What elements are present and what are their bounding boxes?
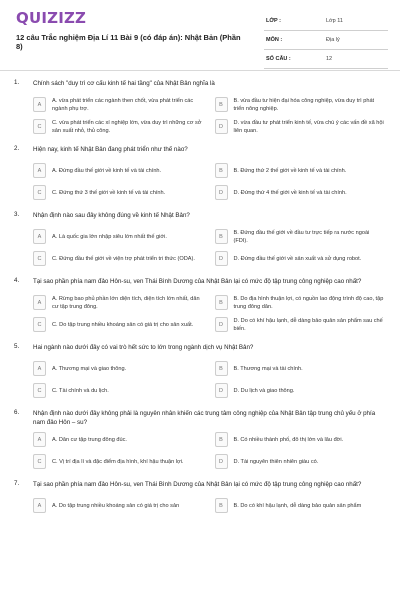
option-letter-box[interactable]: B <box>215 432 228 447</box>
question-number: 5. <box>14 343 20 350</box>
answer-option[interactable] <box>33 162 203 179</box>
answer-option[interactable] <box>33 294 203 311</box>
question-text: Tại sao phần phía nam đảo Hôn-su, ven Thái Bình Dương của Nhật Bản lại có mức độ tập trung công nghiệp cao nhất? <box>33 278 362 285</box>
answer-option[interactable] <box>33 360 203 377</box>
question-text: Hiện nay, kinh tế Nhật Bản đang phát triển như thế nào? <box>33 146 188 153</box>
question-item <box>0 144 400 201</box>
option-text: D. Đứng thứ 4 thế giới về kinh tế và tài chính. <box>233 189 347 196</box>
option-letter-box[interactable]: D <box>215 251 228 266</box>
option-letter-box[interactable]: C <box>33 119 46 134</box>
answer-option[interactable] <box>33 316 203 333</box>
answer-options <box>33 497 384 514</box>
option-letter-box[interactable]: A <box>33 163 46 178</box>
worksheet-header <box>0 0 400 71</box>
option-letter-box[interactable]: A <box>33 432 46 447</box>
question-header <box>14 479 384 493</box>
option-letter-box[interactable]: C <box>33 383 46 398</box>
answer-options <box>33 360 384 399</box>
option-letter-box[interactable]: C <box>33 251 46 266</box>
option-letter-box[interactable]: A <box>33 498 46 513</box>
answer-option[interactable] <box>33 228 203 245</box>
question-text: Chính sách "duy trì cơ cấu kinh tế hai tầng" của Nhật Bản nghĩa là <box>33 80 215 87</box>
meta-row-count <box>264 50 388 69</box>
answer-option[interactable] <box>33 382 203 399</box>
option-text: C. Tài chính và du lịch. <box>52 387 109 394</box>
option-text: B. Do địa hình thuận lợi, có nguồn lao động trình độ cao, tập trung đông dân. <box>233 295 384 310</box>
question-item <box>0 408 400 470</box>
option-text: A. Rừng bao phủ phần lớn diện tích, diện tích lớn nhất, dân cư tập trung đông. <box>52 295 200 310</box>
quizizz-logo[interactable]: QUIZIZZ <box>16 9 87 27</box>
option-text: D. Tài nguyên thiên nhiên giàu có. <box>233 458 319 465</box>
worksheet-meta <box>264 12 388 69</box>
answer-options <box>33 431 384 470</box>
answer-option[interactable] <box>33 453 203 470</box>
meta-value: 12 <box>326 56 333 62</box>
option-text: A. Thương mại và giao thông. <box>52 365 127 372</box>
question-header <box>14 210 384 224</box>
option-letter-box[interactable]: D <box>215 119 228 134</box>
option-letter-box[interactable]: B <box>215 498 228 513</box>
answer-options <box>33 294 384 333</box>
question-number: 2. <box>14 145 20 152</box>
answer-option[interactable] <box>215 184 385 201</box>
option-letter-box[interactable]: C <box>33 185 46 200</box>
worksheet-title: 12 câu Trắc nghiệm Địa Lí 11 Bài 9 (có đáp án): Nhật Bản (Phần 8) <box>16 33 241 51</box>
answer-option[interactable] <box>33 250 203 267</box>
question-header <box>14 342 384 356</box>
meta-value: Lớp 11 <box>326 18 343 24</box>
option-text: B. Đứng thứ 2 thế giới về kinh tế và tài chính. <box>233 167 347 174</box>
option-letter-box[interactable]: A <box>33 97 46 112</box>
option-text: A. Là quốc gia lớn nhập siêu lớn nhất thế giới. <box>52 233 167 240</box>
answer-option[interactable] <box>33 96 203 113</box>
answer-option[interactable] <box>215 360 385 377</box>
answer-option[interactable] <box>215 453 385 470</box>
answer-options <box>33 96 384 135</box>
option-letter-box[interactable]: D <box>215 454 228 469</box>
meta-label: MÔN : <box>266 37 283 43</box>
answer-option[interactable] <box>215 96 385 113</box>
option-text: A. vừa phát triển các ngành then chốt, vừa phát triển các ngành phụ trợ. <box>52 97 194 112</box>
answer-option[interactable] <box>215 162 385 179</box>
question-number: 4. <box>14 277 20 284</box>
answer-option[interactable] <box>33 118 203 135</box>
answer-option[interactable] <box>33 431 203 448</box>
option-letter-box[interactable]: D <box>215 317 228 332</box>
question-list <box>0 78 400 523</box>
option-letter-box[interactable]: B <box>215 163 228 178</box>
answer-option[interactable] <box>215 431 385 448</box>
answer-option[interactable] <box>33 497 203 514</box>
option-text: D. Do có khí hậu lạnh, dễ dàng bảo quản sản phẩm sau chế biến. <box>233 317 383 332</box>
answer-option[interactable] <box>215 382 385 399</box>
option-text: C. vừa phát triển các xí nghiệp lớn, vừa duy trì những cơ sở sản xuất nhỏ, thủ công. <box>52 119 202 134</box>
question-text: Tại sao phần phía nam đảo Hôn-su, ven Thái Bình Dương của Nhật Bản lại có mức độ tập trung công nghiệp cao nhất? <box>33 481 362 488</box>
question-item <box>0 78 400 135</box>
question-number: 6. <box>14 409 20 416</box>
option-text: C. Vị trí địa lí và đặc điểm địa hình, khí hậu thuận lợi. <box>52 458 184 465</box>
option-letter-box[interactable]: A <box>33 229 46 244</box>
question-item <box>0 342 400 399</box>
option-text: B. vừa đầu tư hiện đại hóa công nghiệp, vừa duy trì phát triển nông nghiệp. <box>233 97 375 112</box>
option-letter-box[interactable]: A <box>33 361 46 376</box>
meta-label: SỐ CÂU : <box>266 56 291 62</box>
question-item <box>0 276 400 333</box>
option-text: D. Du lịch và giao thông. <box>233 387 295 394</box>
question-text: Hai ngành nào dưới đây có vai trò hết sức to lớn trong ngành dịch vụ Nhật Bản? <box>33 344 254 351</box>
answer-option[interactable] <box>33 184 203 201</box>
answer-option[interactable] <box>215 228 385 245</box>
option-text: C. Đứng thứ 3 thế giới về kinh tế và tài chính. <box>52 189 166 196</box>
question-header <box>14 408 384 427</box>
option-text: D. vừa đầu tư phát triển kinh tế, vừa chú ý các vấn đề xã hội liên quan. <box>233 119 384 134</box>
meta-label: LỚP : <box>266 18 281 24</box>
question-number: 1. <box>14 79 20 86</box>
question-text: Nhận định nào dưới đây không phải là nguyên nhân khiến các trung tâm công nghiệp của Nhật Bản tập trung chủ yếu ở phía nam đảo Hôn – su? <box>33 410 376 426</box>
answer-option[interactable] <box>215 250 385 267</box>
option-text: B. Thương mại và tài chính. <box>233 365 303 372</box>
question-header <box>14 276 384 290</box>
answer-option[interactable] <box>215 316 385 333</box>
answer-options <box>33 162 384 201</box>
answer-option[interactable] <box>215 497 385 514</box>
meta-row-subject <box>264 31 388 50</box>
option-letter-box[interactable]: B <box>215 97 228 112</box>
option-text: B. Có nhiều thành phố, đô thị lớn và lâu đời. <box>233 436 344 443</box>
option-letter-box[interactable]: D <box>215 383 228 398</box>
option-text: A. Dân cư tập trung đông đúc. <box>52 436 127 443</box>
question-item <box>0 210 400 267</box>
option-text: B. Do có khí hậu lạnh, dễ dàng bảo quản sản phẩm <box>233 502 362 509</box>
option-letter-box[interactable]: D <box>215 185 228 200</box>
option-text: B. Đứng đầu thế giới về đầu tư trực tiếp ra nước ngoài (FDI). <box>233 229 370 244</box>
option-text: A. Do tập trung nhiều khoáng sản có giá trị cho sản <box>52 502 180 509</box>
option-text: C. Đứng đầu thế giới về viện trợ phát triển tri thức (ODA). <box>52 255 195 262</box>
question-item <box>0 479 400 514</box>
question-number: 3. <box>14 211 20 218</box>
option-letter-box[interactable]: A <box>33 295 46 310</box>
option-letter-box[interactable]: B <box>215 361 228 376</box>
question-header <box>14 78 384 92</box>
option-letter-box[interactable]: B <box>215 295 228 310</box>
option-text: D. Đứng đầu thế giới về sản xuất và sử dụng robot. <box>233 255 362 262</box>
option-letter-box[interactable]: C <box>33 454 46 469</box>
meta-value: Địa lý <box>326 37 340 43</box>
option-letter-box[interactable]: B <box>215 229 228 244</box>
answer-options <box>33 228 384 267</box>
option-text: A. Đứng đầu thế giới về kinh tế và tài chính. <box>52 167 162 174</box>
question-header <box>14 144 384 158</box>
question-number: 7. <box>14 480 20 487</box>
meta-row-class <box>264 12 388 31</box>
answer-option[interactable] <box>215 118 385 135</box>
question-text: Nhận định nào sau đây không đúng về kinh tế Nhật Bản? <box>33 212 190 219</box>
option-letter-box[interactable]: C <box>33 317 46 332</box>
option-text: C. Do tập trung nhiều khoáng sản có giá trị cho sản xuất. <box>52 321 194 328</box>
answer-option[interactable] <box>215 294 385 311</box>
